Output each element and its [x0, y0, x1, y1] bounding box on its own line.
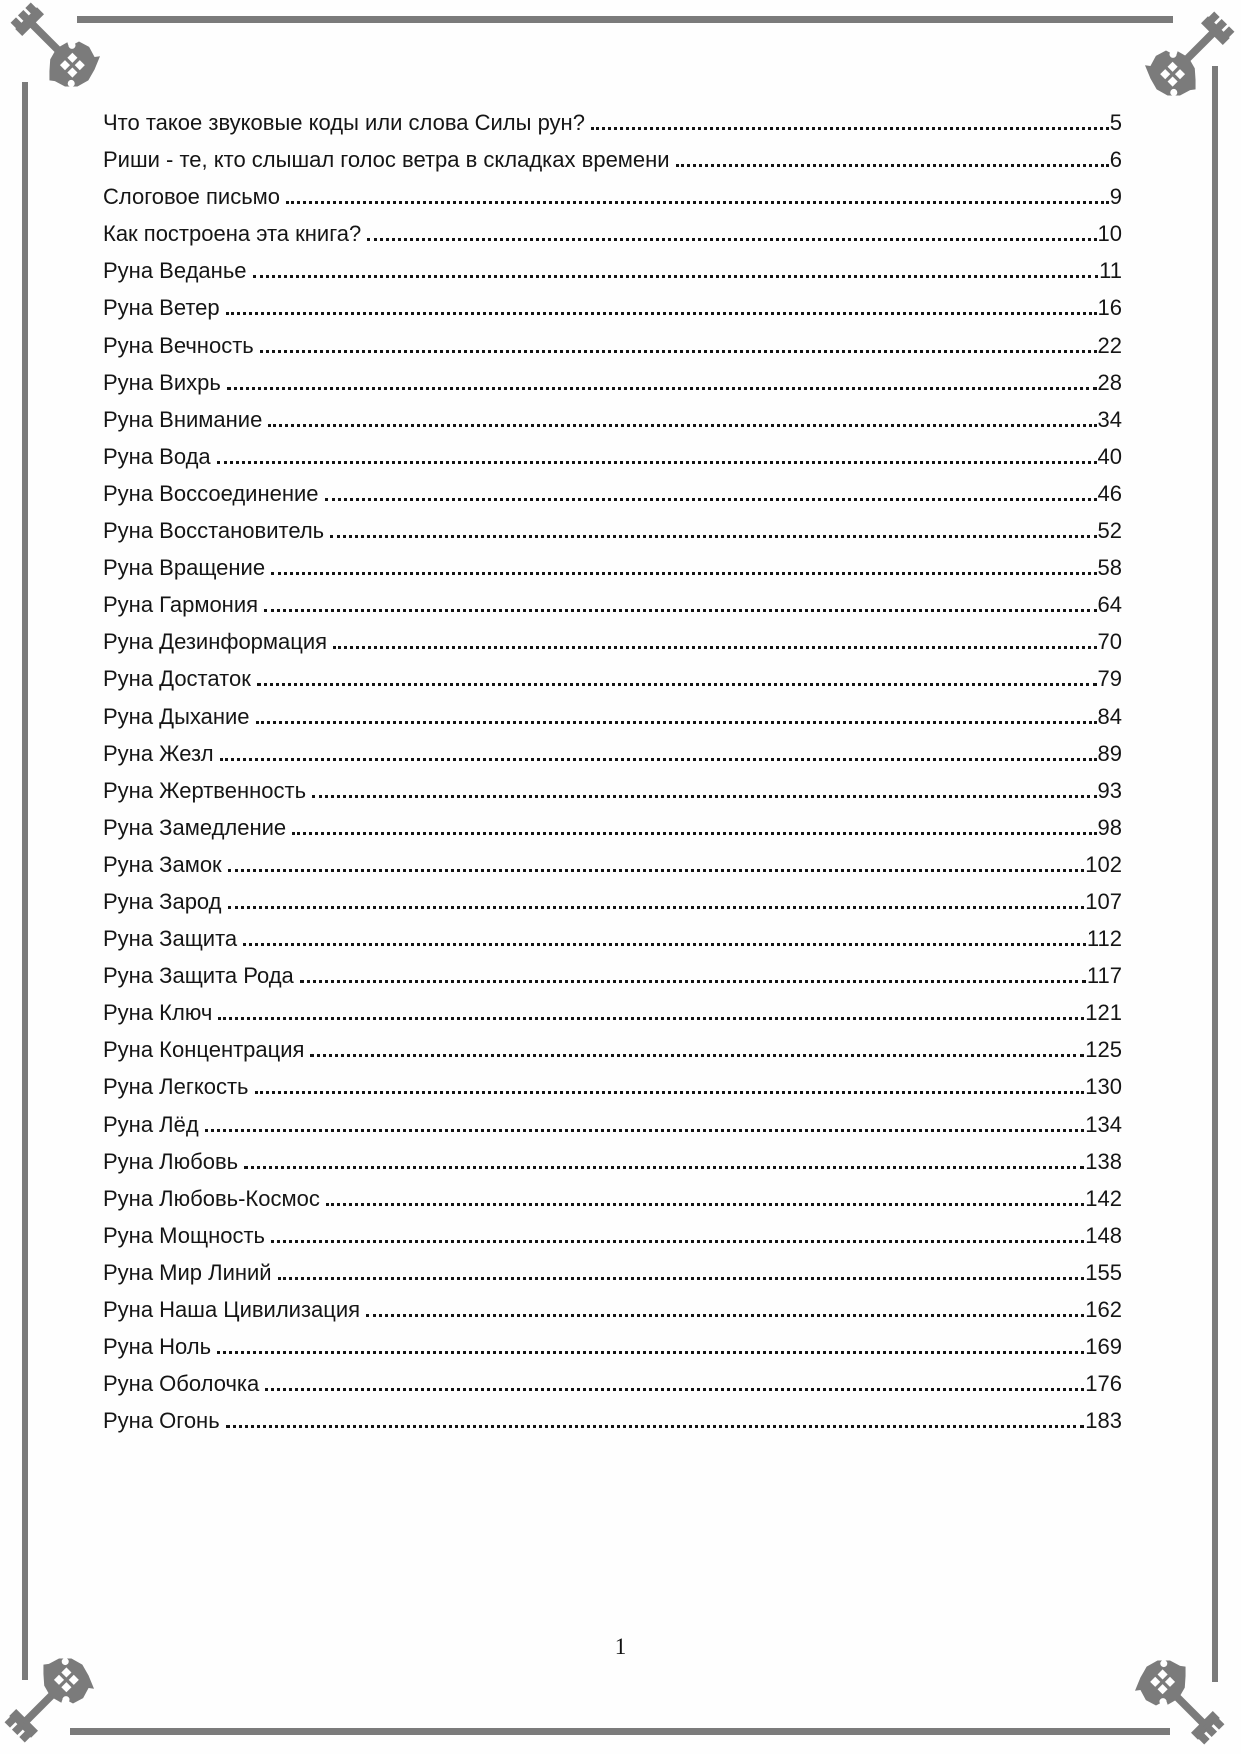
toc-entry	[103, 1328, 1122, 1365]
toc-entry-page-number: 130	[1085, 1074, 1122, 1100]
dot-leader	[591, 110, 1109, 130]
toc-entry	[103, 438, 1122, 475]
toc-entry	[103, 289, 1122, 326]
dot-leader	[217, 1334, 1084, 1354]
toc-entry	[103, 883, 1122, 920]
toc-entry-page-number: 121	[1085, 1000, 1122, 1026]
dot-leader	[312, 778, 1096, 798]
toc-entry-title: Руна Мощность	[103, 1222, 266, 1248]
toc-entry-title: Руна Вихрь	[103, 369, 221, 395]
toc-entry-title: Руна Защита	[103, 926, 238, 952]
toc-entry-page-number: 142	[1085, 1185, 1122, 1211]
toc-entry	[103, 660, 1122, 697]
dot-leader	[265, 1371, 1084, 1391]
toc-entry-page-number: 183	[1085, 1408, 1122, 1434]
toc-entry	[103, 735, 1122, 772]
toc-entry-page-number: 79	[1097, 666, 1122, 692]
toc-entry-title: Руна Гармония	[103, 592, 259, 618]
dot-leader	[253, 258, 1099, 278]
toc-entry	[103, 1291, 1122, 1328]
toc-entry-page-number: 98	[1097, 814, 1122, 840]
toc-entry-title: Руна Вода	[103, 443, 211, 469]
toc-entry-page-number: 10	[1097, 221, 1122, 247]
toc-entry	[103, 772, 1122, 809]
toc-entry-page-number: 117	[1086, 963, 1122, 989]
dot-leader	[333, 629, 1096, 649]
toc-entry	[103, 698, 1122, 735]
dot-leader	[366, 1297, 1084, 1317]
toc-entry	[103, 401, 1122, 438]
frame-right-border	[1212, 66, 1218, 1682]
toc-entry-title: Руна Жезл	[103, 740, 214, 766]
toc-entry	[103, 1365, 1122, 1402]
toc-entry	[103, 623, 1122, 660]
toc-entry	[103, 809, 1122, 846]
toc-entry-page-number: 93	[1097, 777, 1122, 803]
toc-entry	[103, 920, 1122, 957]
dot-leader	[300, 963, 1086, 983]
toc-entry	[103, 994, 1122, 1031]
dot-leader	[286, 184, 1109, 204]
dot-leader	[325, 481, 1097, 501]
dot-leader	[255, 1074, 1085, 1094]
toc-entry	[103, 512, 1122, 549]
toc-entry-page-number: 64	[1097, 592, 1122, 618]
dot-leader	[264, 592, 1096, 612]
toc-entry-page-number: 89	[1097, 740, 1122, 766]
dot-leader	[256, 704, 1097, 724]
toc-entry-title: Руна Вечность	[103, 332, 254, 358]
toc-entry-title: Руна Любовь	[103, 1148, 239, 1174]
toc-entry-title: Риши - те, кто слышал голос ветра в складках времени	[103, 147, 670, 173]
toc-entry-title: Руна Внимание	[103, 406, 263, 432]
toc-entry-page-number: 112	[1086, 926, 1122, 952]
toc-entry-page-number: 102	[1085, 851, 1122, 877]
toc-entry-title: Руна Ветер	[103, 295, 220, 321]
toc-entry-title: Руна Вращение	[103, 555, 266, 581]
toc-entry	[103, 1217, 1122, 1254]
toc-entry-title: Руна Достаток	[103, 666, 251, 692]
toc-entry-page-number: 134	[1085, 1111, 1122, 1137]
dot-leader	[220, 741, 1097, 761]
toc-entry	[103, 586, 1122, 623]
toc-entry-title: Руна Оболочка	[103, 1371, 260, 1397]
dot-leader	[205, 1112, 1085, 1132]
toc-entry-title: Руна Защита Рода	[103, 963, 294, 989]
dot-leader	[330, 518, 1096, 538]
toc-entry-title: Руна Замок	[103, 851, 222, 877]
toc-entry-page-number: 155	[1085, 1259, 1122, 1285]
toc-entry	[103, 1180, 1122, 1217]
toc-entry	[103, 1402, 1122, 1439]
dot-leader	[260, 333, 1097, 353]
toc-entry-page-number: 138	[1085, 1148, 1122, 1174]
toc-entry-page-number: 28	[1097, 369, 1122, 395]
toc-entry	[103, 1106, 1122, 1143]
toc-entry-title: Руна Легкость	[103, 1074, 249, 1100]
dot-leader	[227, 370, 1097, 390]
toc-entry-page-number: 162	[1085, 1297, 1122, 1322]
dot-leader	[292, 815, 1096, 835]
toc-entry-page-number: 58	[1097, 555, 1122, 581]
page-number: 1	[614, 1634, 627, 1659]
toc-entry-title: Руна Наша Цивилизация	[103, 1297, 361, 1322]
dot-leader	[228, 889, 1085, 909]
dot-leader	[310, 1037, 1084, 1057]
toc-entry-page-number: 40	[1097, 443, 1122, 469]
toc-entry	[103, 215, 1122, 252]
frame-left-border	[22, 82, 28, 1680]
toc-entry-title: Руна Дыхание	[103, 703, 250, 729]
dot-leader	[271, 555, 1096, 575]
dot-leader	[226, 1408, 1085, 1428]
dot-leader	[243, 926, 1086, 946]
toc-entry	[103, 327, 1122, 364]
toc-entry-title: Руна Любовь-Космос	[103, 1185, 320, 1211]
toc-entry-page-number: 84	[1097, 703, 1122, 729]
toc-entry-page-number: 125	[1085, 1037, 1122, 1063]
toc-entry-page-number: 9	[1109, 184, 1122, 210]
toc-entry-page-number: 169	[1085, 1334, 1122, 1360]
toc-entry-page-number: 11	[1099, 258, 1122, 284]
toc-entry-title: Руна Замедление	[103, 814, 287, 840]
toc-entry-title: Руна Зарод	[103, 888, 222, 914]
toc-entry	[103, 252, 1122, 289]
toc-entry-title: Слоговое письмо	[103, 184, 281, 210]
toc-entry-title: Как построена эта книга?	[103, 221, 362, 247]
dot-leader	[367, 221, 1096, 241]
toc-entry-title: Руна Воссоединение	[103, 480, 319, 506]
toc-entry	[103, 1143, 1122, 1180]
toc-entry-page-number: 6	[1109, 147, 1122, 173]
toc-entry	[103, 957, 1122, 994]
dot-leader	[228, 852, 1085, 872]
toc-entry-title: Руна Жертвенность	[103, 777, 307, 803]
frame-bottom-border	[70, 1728, 1170, 1735]
dot-leader	[271, 1223, 1084, 1243]
toc-entry	[103, 1031, 1122, 1068]
toc-entry-title: Руна Веданье	[103, 258, 247, 284]
toc-entry-title: Руна Ключ	[103, 1000, 213, 1026]
toc-entry	[103, 475, 1122, 512]
dot-leader	[218, 1000, 1084, 1020]
toc-entry-title: Руна Восстановитель	[103, 518, 325, 544]
toc-entry	[103, 104, 1122, 141]
toc-entry-page-number: 148	[1085, 1222, 1122, 1248]
toc-entry-title: Руна Концентрация	[103, 1037, 305, 1063]
toc-entry-page-number: 46	[1097, 480, 1122, 506]
dot-leader	[676, 147, 1109, 167]
frame-top-border	[77, 16, 1173, 23]
dot-leader	[257, 666, 1097, 686]
toc-entry	[103, 1068, 1122, 1105]
toc-entry	[103, 1254, 1122, 1291]
toc-entry-page-number: 176	[1085, 1371, 1122, 1397]
dot-leader	[326, 1186, 1084, 1206]
toc-entry-title: Руна Лёд	[103, 1111, 199, 1137]
toc-entry-page-number: 52	[1097, 518, 1122, 544]
toc-entry-title: Руна Дезинформация	[103, 629, 328, 655]
dot-leader	[244, 1149, 1084, 1169]
toc-entry	[103, 141, 1122, 178]
toc-entry-title: Руна Ноль	[103, 1334, 212, 1360]
toc-entry-page-number: 5	[1109, 110, 1122, 135]
toc-entry-title: Руна Мир Линий	[103, 1259, 272, 1285]
table-of-contents	[103, 104, 1122, 1439]
dot-leader	[268, 407, 1096, 427]
toc-entry-title: Что такое звуковые коды или слова Силы рун?	[103, 110, 585, 135]
dot-leader	[217, 444, 1097, 464]
toc-entry	[103, 846, 1122, 883]
toc-entry-page-number: 34	[1097, 406, 1122, 432]
toc-entry-page-number: 16	[1097, 295, 1122, 321]
dot-leader	[226, 295, 1097, 315]
dot-leader	[278, 1260, 1085, 1280]
toc-entry-title: Руна Огонь	[103, 1408, 220, 1434]
toc-entry-page-number: 22	[1097, 332, 1122, 358]
toc-entry	[103, 364, 1122, 401]
toc-entry-page-number: 70	[1097, 629, 1122, 655]
toc-entry	[103, 178, 1122, 215]
toc-entry	[103, 549, 1122, 586]
toc-entry-page-number: 107	[1085, 888, 1122, 914]
